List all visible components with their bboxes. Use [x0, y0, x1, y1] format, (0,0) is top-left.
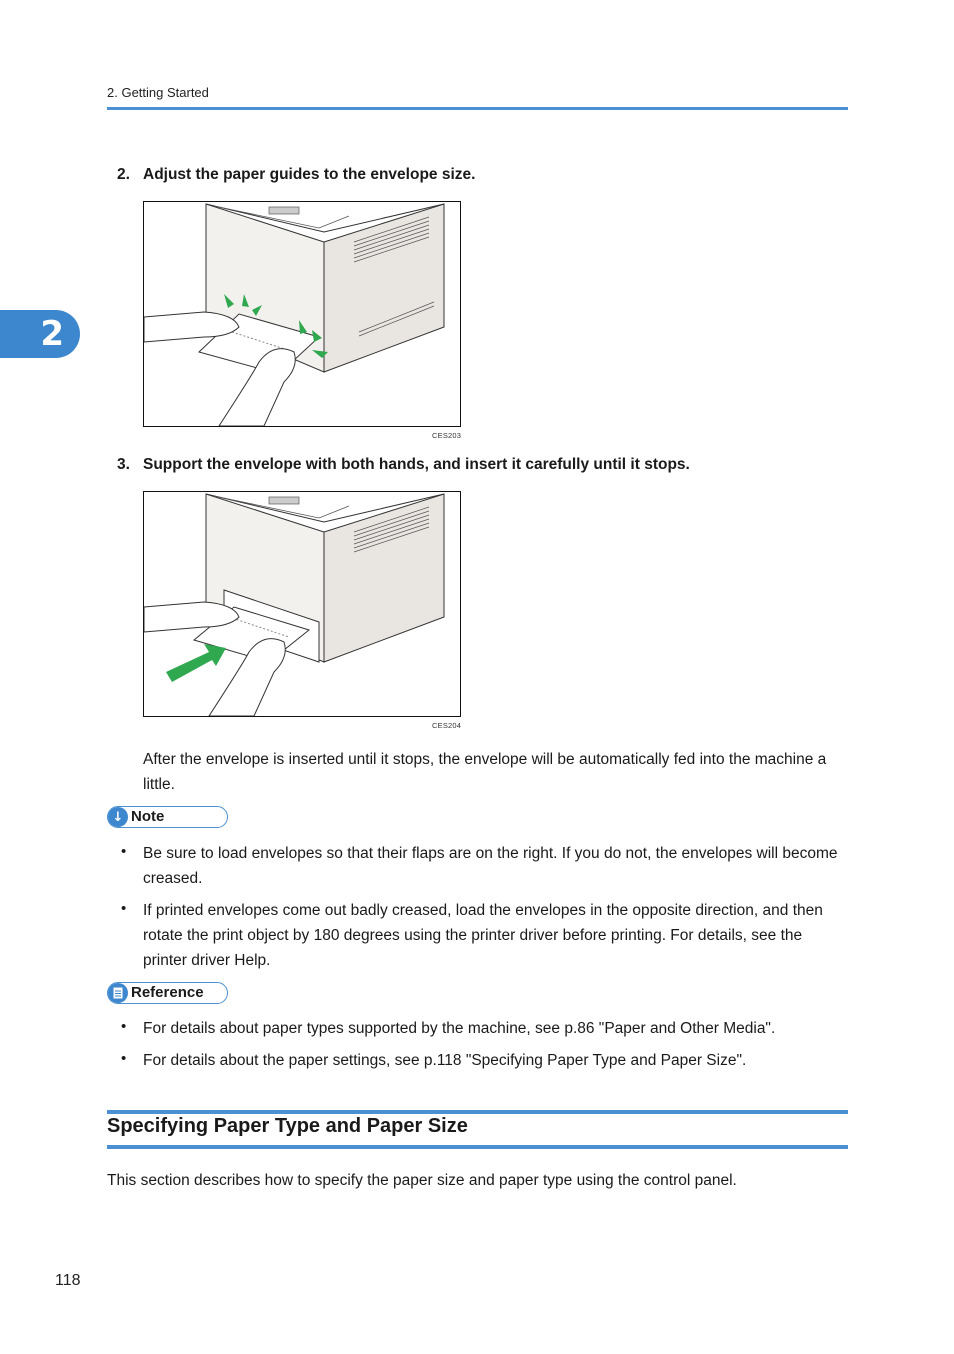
document-icon	[108, 983, 128, 1003]
bullet: •	[121, 843, 127, 860]
section-rule-top	[107, 1110, 848, 1114]
step-text: Adjust the paper guides to the envelope size.	[143, 166, 476, 183]
note-label: Note	[131, 808, 165, 825]
section-intro: This section describes how to specify the paper size and paper type using the control panel.	[107, 1172, 737, 1189]
printer-illustration	[144, 202, 460, 426]
reference-item[interactable]: For details about paper types supported by the machine, see p.86 "Paper and Other Media".	[143, 1020, 776, 1037]
section-title: Specifying Paper Type and Paper Size	[107, 1115, 468, 1137]
note-item: If printed envelopes come out badly creased, load the envelopes in the opposite direction, and then rotate the print object by 180 degrees using the printer driver before printing. For details, see the printer driver Help.	[143, 902, 823, 969]
bullet: •	[121, 900, 127, 917]
header-rule	[107, 107, 848, 110]
reference-heading	[107, 982, 228, 1004]
bullet: •	[121, 1050, 127, 1067]
figure-code: CES204	[432, 721, 462, 730]
section-rule-bottom	[107, 1145, 848, 1149]
page-number: 118	[55, 1272, 81, 1289]
step-text: Support the envelope with both hands, and insert it carefully until it stops.	[143, 456, 690, 473]
running-head: 2. Getting Started	[107, 85, 209, 100]
chapter-number: 2	[40, 314, 64, 354]
printer-illustration	[144, 492, 460, 716]
chapter-tab	[0, 310, 80, 358]
arrow-down-icon: ↓	[108, 807, 128, 827]
step-result-paragraph: After the envelope is inserted until it stops, the envelope will be automatically fed into the machine a little.	[143, 751, 827, 793]
step-number: 2.	[117, 166, 130, 183]
illustration-insert-envelope	[143, 491, 461, 717]
bullet: •	[121, 1018, 127, 1035]
figure-code: CES203	[432, 431, 462, 440]
note-heading	[107, 806, 228, 828]
note-item: Be sure to load envelopes so that their flaps are on the right. If you do not, the envelopes will become creased.	[143, 845, 838, 887]
reference-label: Reference	[131, 984, 204, 1001]
illustration-adjust-guides	[143, 201, 461, 427]
step-number: 3.	[117, 456, 130, 473]
reference-item[interactable]: For details about the paper settings, see p.118 "Specifying Paper Type and Paper Size".	[143, 1052, 747, 1069]
